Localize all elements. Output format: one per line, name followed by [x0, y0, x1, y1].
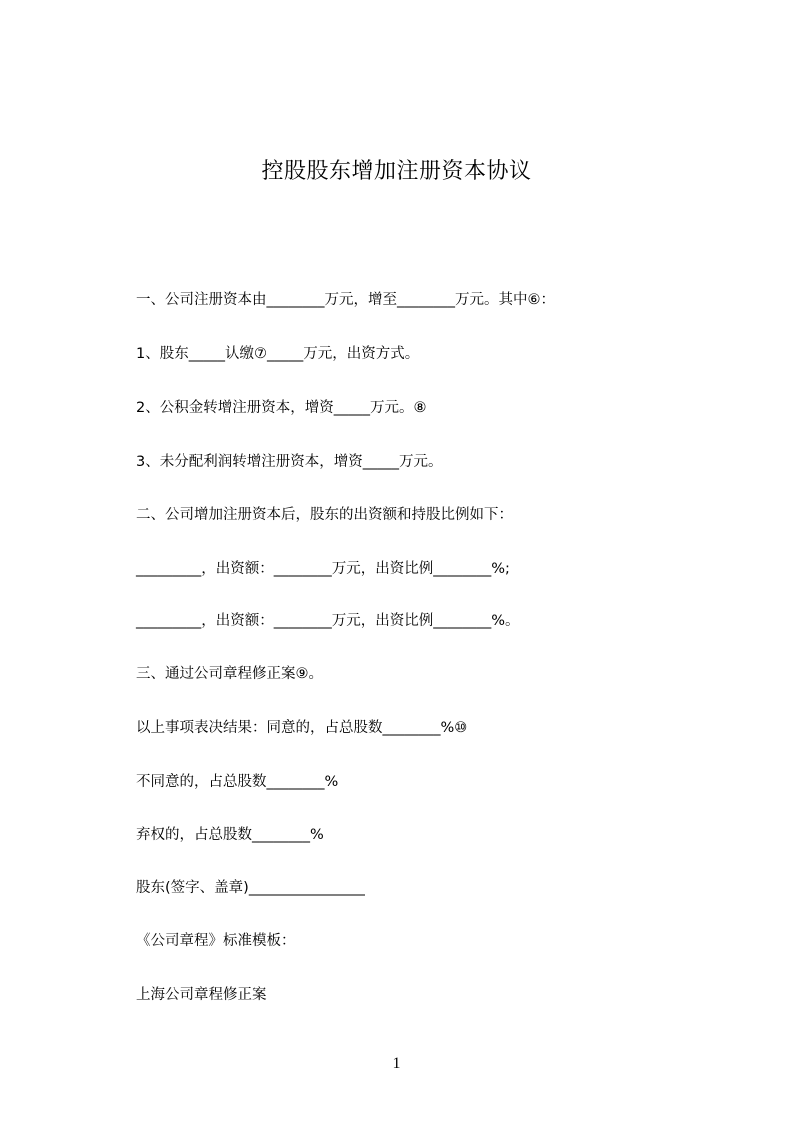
clause-1-item-2: 2、公积金转增注册资本，增资_____万元。⑧: [136, 400, 427, 416]
shareholder-row-1: _________，出资额：________万元，出资比例________%;: [136, 561, 510, 577]
clause-1-item-1: 1、股东_____认缴⑦_____万元，出资方式。: [136, 346, 420, 362]
shareholder-row-2: _________，出资额：________万元，出资比例________%。: [136, 613, 520, 629]
clause-1-registered-capital: 一、公司注册资本由________万元，增至________万元。其中⑥：: [136, 292, 555, 308]
clause-1-item-3: 3、未分配利润转增注册资本，增资_____万元。: [136, 454, 443, 470]
shareholder-signature: 股东(签字、盖章)________________: [136, 880, 365, 896]
amendment-heading: 上海公司章程修正案: [136, 987, 267, 1003]
vote-result-disagree: 不同意的，占总股数________%: [136, 774, 339, 790]
template-heading: 《公司章程》标准模板：: [136, 933, 296, 949]
clause-3-amendment: 三、通过公司章程修正案⑨。: [136, 666, 323, 682]
vote-result-abstain: 弃权的，占总股数________%: [136, 827, 324, 843]
page-number: 1: [392, 1055, 401, 1072]
vote-result-agree: 以上事项表决结果：同意的，占总股数________%⑩: [136, 720, 468, 736]
clause-2-shareholding: 二、公司增加注册资本后，股东的出资额和持股比例如下：: [136, 507, 513, 523]
document-title: 控股股东增加注册资本协议: [261, 158, 532, 184]
